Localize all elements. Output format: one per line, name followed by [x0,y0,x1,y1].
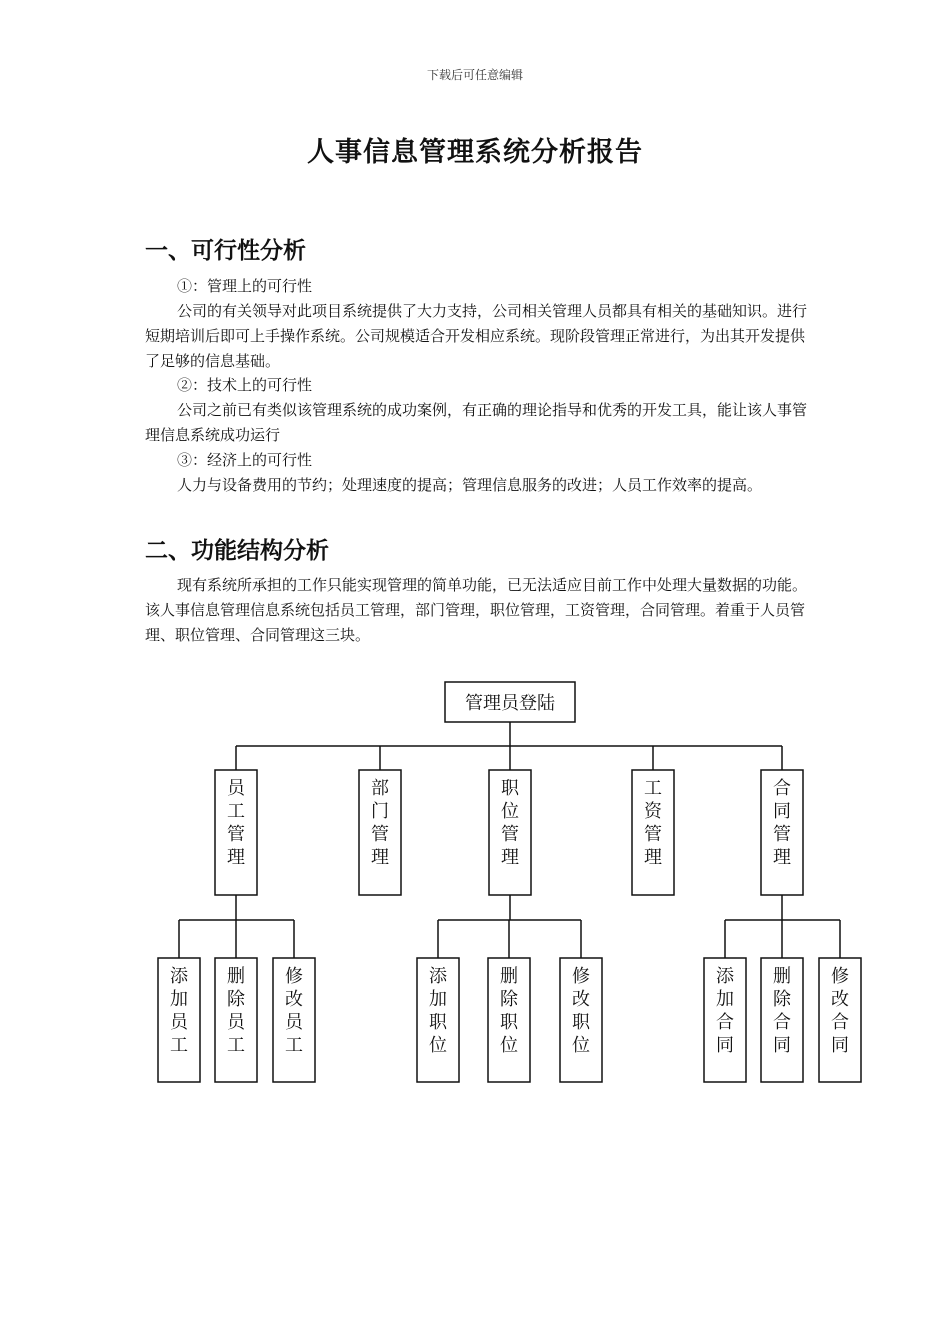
section-heading-feasibility: 一、可行性分析 [145,238,306,264]
child-label: 添加职位 [429,966,447,1056]
child-label: 修改职位 [572,966,590,1056]
root-label: 管理员登陆 [465,693,555,714]
module-label: 职位管理 [501,778,519,868]
paragraph-function-structure: 现有系统所承担的工作只能实现管理的简单功能，已无法适应目前工作中处理大量数据的功能。该人事信息管理信息系统包括员工管理，部门管理，职位管理，工资管理，合同管理。着重于人员管理、职位管理、合同管理这三块。 [145,576,808,644]
module-label: 工资管理 [644,778,662,868]
child-label: 修改员工 [285,966,303,1056]
child-label: 删除职位 [500,966,518,1056]
child-label: 修改合同 [831,966,849,1056]
subheading-management-feasibility: ①：管理上的可行性 [177,277,313,295]
child-label: 添加合同 [716,966,734,1056]
section-heading-function-structure: 二、功能结构分析 [145,538,329,564]
document-title: 人事信息管理系统分析报告 [307,137,643,168]
module-label: 合同管理 [773,778,791,868]
header-note: 下载后可任意编辑 [426,68,523,82]
subheading-technical-feasibility: ②：技术上的可行性 [177,376,313,394]
module-label: 员工管理 [227,778,245,868]
subheading-economic-feasibility: ③：经济上的可行性 [177,451,313,469]
paragraph-technical-feasibility: 公司之前已有类似该管理系统的成功案例，有正确的理论指导和优秀的开发工具，能让该人事管理信息系统成功运行 [145,401,808,444]
module-label: 部门管理 [371,778,389,868]
child-label: 删除合同 [773,966,791,1056]
child-label: 添加员工 [170,966,188,1056]
child-label: 删除员工 [227,966,245,1056]
paragraph-management-feasibility: 公司的有关领导对此项目系统提供了大力支持，公司相关管理人员都具有相关的基础知识。进行短期培训后即可上手操作系统。公司规模适合开发相应系统。现阶段管理正常进行，为出其开发提供了足够的信息基础。 [145,302,808,370]
paragraph-economic-feasibility: 人力与设备费用的节约；处理速度的提高；管理信息服务的改进；人员工作效率的提高。 [177,476,763,494]
